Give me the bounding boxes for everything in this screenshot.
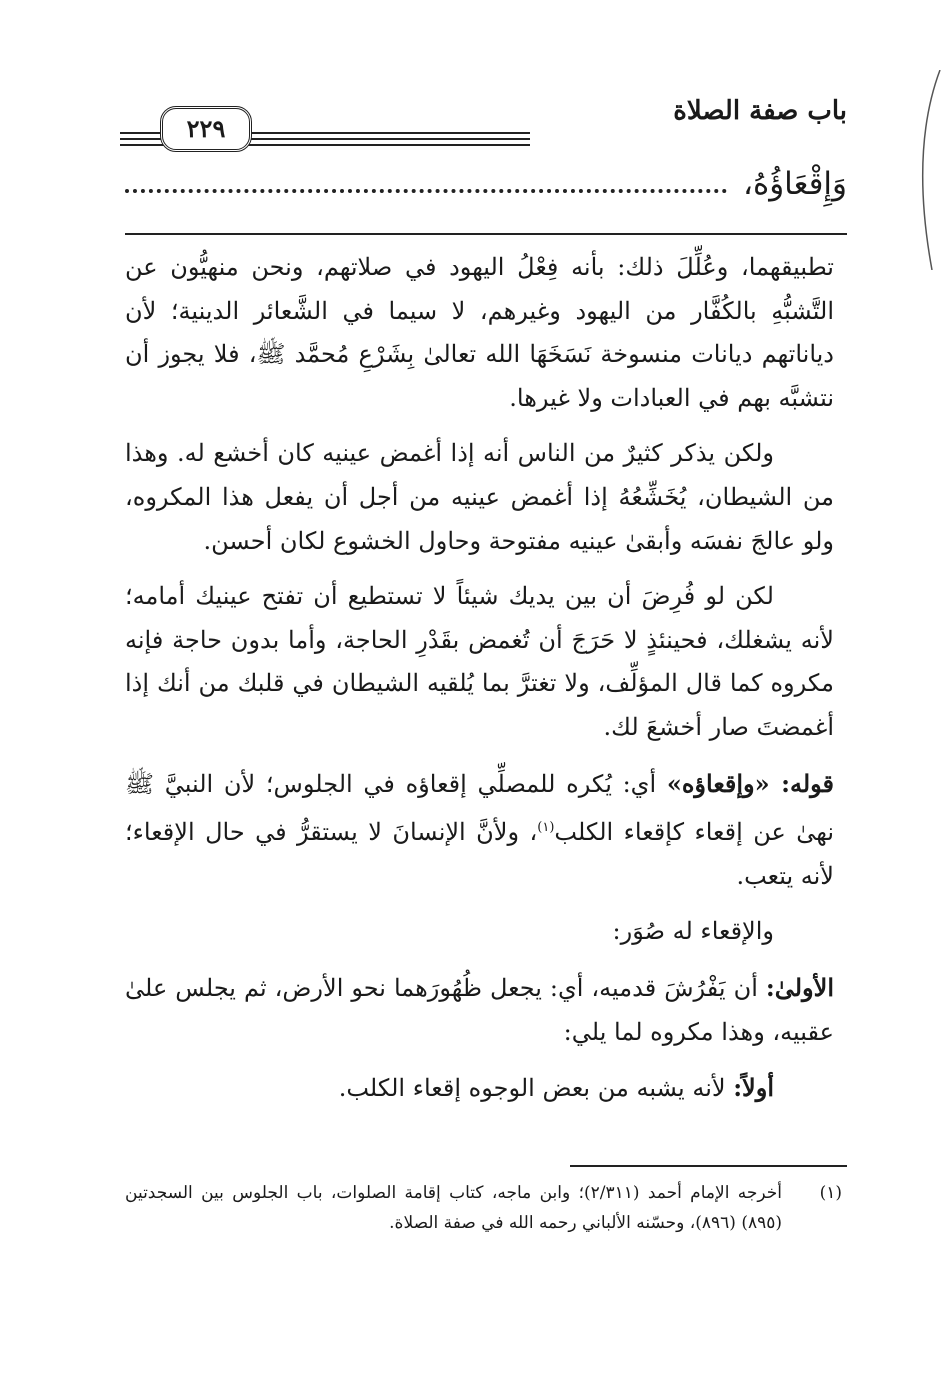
matn-line xyxy=(125,166,847,202)
page-number: ٢٢٩ xyxy=(160,106,252,152)
first-form-paragraph xyxy=(125,966,834,1054)
page-header xyxy=(120,92,847,152)
footnote-divider xyxy=(570,1165,847,1167)
footnote-number: (١) xyxy=(819,1183,842,1203)
paragraph: ولكن يذكر كثيرٌ من الناس أنه إذا أغمض عينيه كان أخشع له. وهذا من الشيطان، يُخَشِّعُهُ إذا أغمض عينيه من أجل أن يفعل هذا المكروه، ولو عالجَ نفسَه وأبقىٰ عينيه مفتوحة وحاول الخشوع لكان أحسن. xyxy=(125,439,834,555)
first-reason-paragraph xyxy=(125,1066,834,1111)
qawluhu-text-end: ، ولأنَّ الإنسانَ لا يستقرُّ في حال الإقعاء؛ لأنه يتعب. xyxy=(125,818,834,890)
matn-text: وَإِقْعَاؤُهُ، xyxy=(742,166,847,202)
qawluhu-paragraph xyxy=(125,762,834,899)
commentary-body xyxy=(125,246,834,1123)
footnote-text: أخرجه الإمام أحمد (٢/٣١١)؛ وابن ماجه، كتاب إقامة الصلوات، باب الجلوس بين السجدتين (٨٩٥) (٨٩٦)، وحسّنه الألباني رحمه الله في صفة الصلاة. xyxy=(125,1183,782,1233)
section-title: باب صفة الصلاة xyxy=(673,96,847,126)
first-form-label: الأولىٰ: xyxy=(765,972,834,1002)
paragraph: لكن لو فُرِضَ أن بين يديك شيئاً لا تستطيع أن تفتح عينيك أمامه؛ لأنه يشغلك، فحينئذٍ لا حَرَجَ أن تُغمض بقَدْرِ الحاجة، وأما بدون حاجة فإنه مكروه كما قال المؤلِّف، ولا تغترَّ بما يُلقيه الشيطان في قلبك من أنك إذا أغمضتَ صار أخشعَ لك. xyxy=(125,582,834,741)
paragraph: تطبيقهما، وعُلِّلَ ذلك: بأنه فِعْلُ اليهود في صلاتهم، ونحن منهيُّون عن التَّشبُّهِ بالكُفَّار من اليهود وغيرهم، لا سيما في الشَّعائر الدينية؛ لأن دياناتهم ديانات منسوخة نَسَخَهَا الله تعالىٰ بِشَرْعِ مُحمَّد ﷺ، فلا يجوز أن نتشبَّه بهم في العبادات ولا غيرها. xyxy=(125,253,834,412)
qawluhu-text: أي: يُكره للمصلِّي إقعاؤه في الجلوس؛ لأن النبيَّ ﷺ نهىٰ عن إقعاء كإقعاء الكلب xyxy=(125,769,835,847)
page-binding-curve xyxy=(902,70,942,270)
iqaa-intro: والإقعاء له صُوَر: xyxy=(612,917,774,946)
dotted-leader xyxy=(125,175,727,193)
footnote xyxy=(125,1178,842,1238)
first-reason-label: أولاً: xyxy=(733,1073,774,1103)
first-reason-text: لأنه يشبه من بعض الوجوه إقعاء الكلب. xyxy=(338,1074,734,1103)
first-form-text: أن يَفْرُشَ قدميه، أي: يجعل ظُهُورَهما نحو الأرض، ثم يجلس علىٰ عقبيه، وهذا مكروه لما يلي: xyxy=(125,973,834,1046)
footnote-ref: (١) xyxy=(537,820,555,836)
qawluhu-label: قوله: «وإقعاؤه» xyxy=(666,768,835,798)
matn-divider xyxy=(125,233,847,235)
